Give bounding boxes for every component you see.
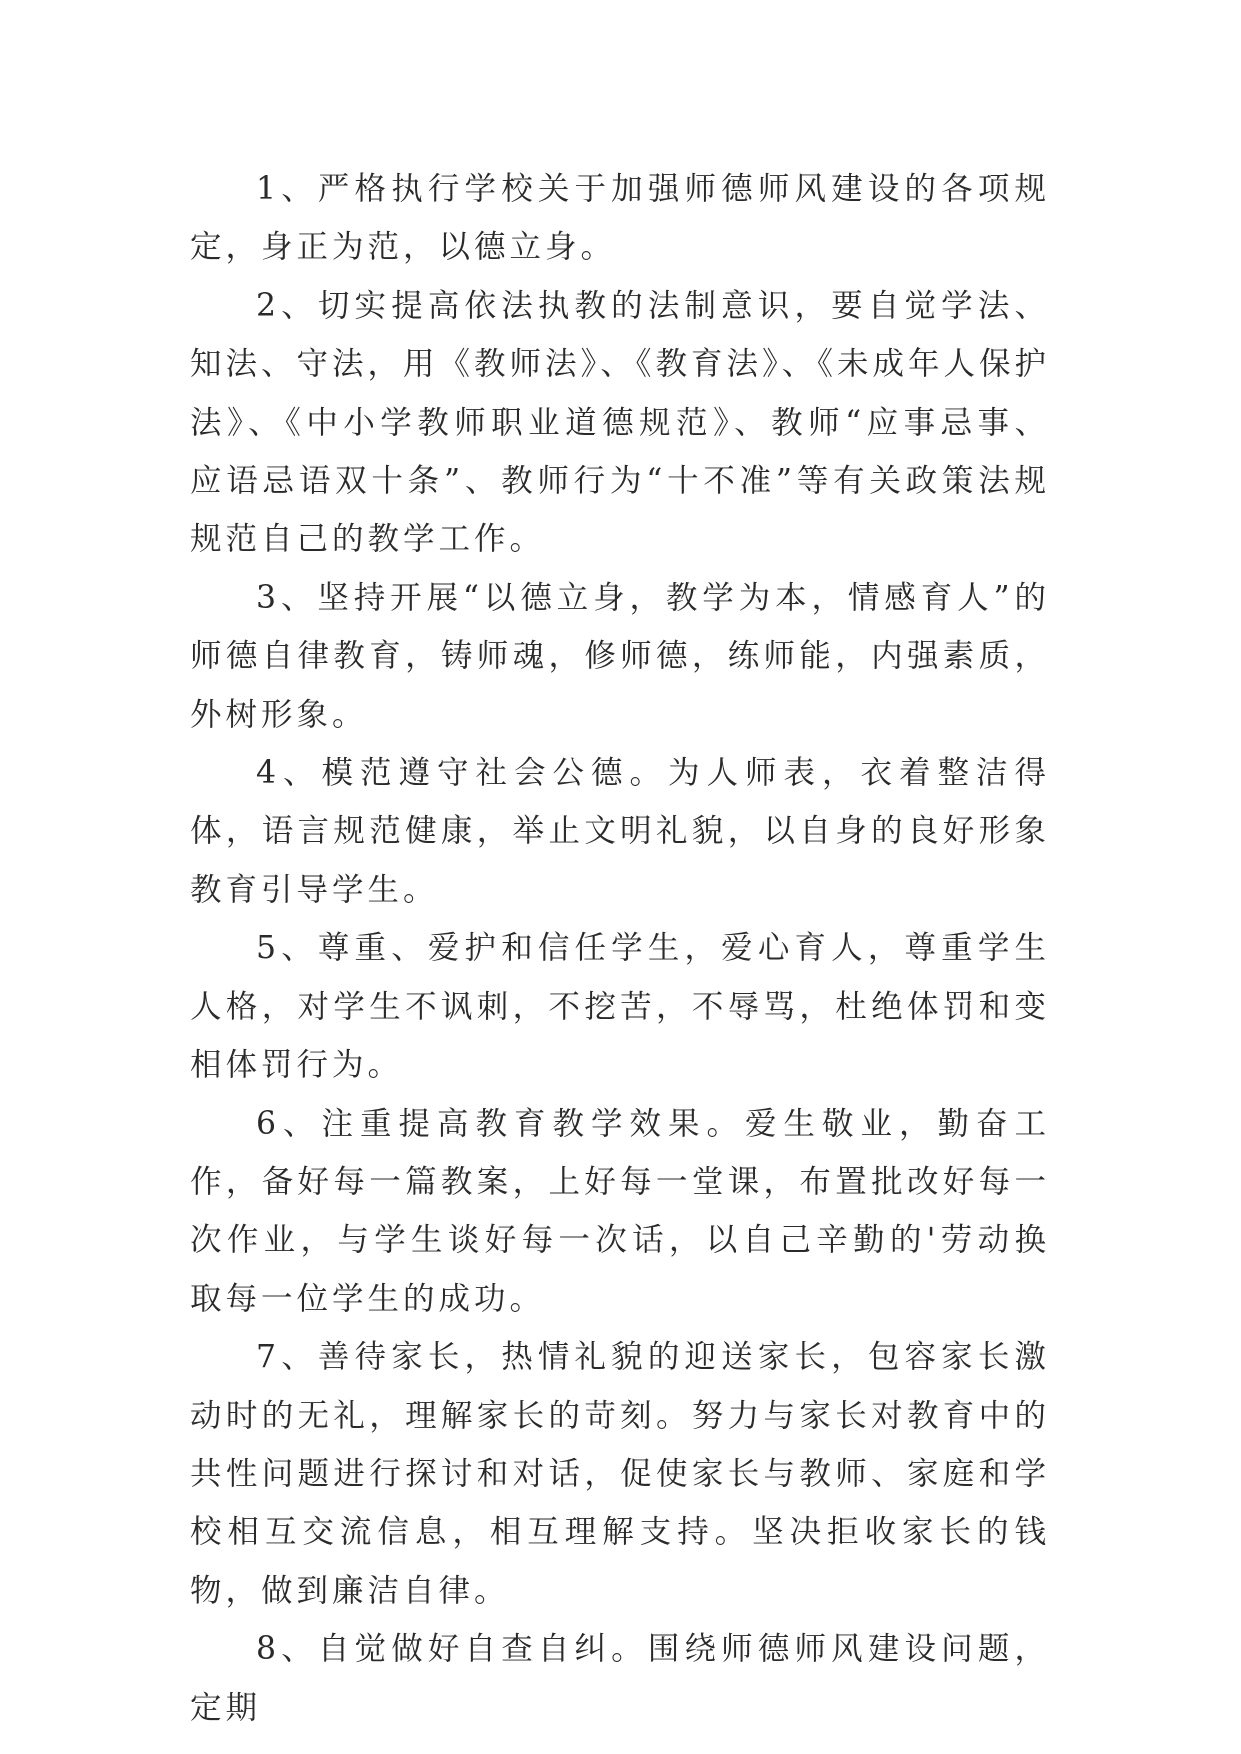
paragraph-3: 3、坚持开展“以德立身，教学为本，情感育人”的师德自律教育，铸师魂，修师德，练师能，内强素质，外树形象。	[190, 579, 1050, 733]
paragraph-2: 2、切实提高依法执教的法制意识，要自觉学法、知法、守法，用《教师法》、《教育法》、《未成年人保护法》、《中小学教师职业道德规范》、教师“应事忌事、应语忌语双十条”、教师行为“十不准”等有关政策法规规范自己的教学工作。	[190, 287, 1051, 558]
paragraph-1: 1、严格执行学校关于加强师德师风建设的各项规定，身正为范，以德立身。	[190, 171, 1050, 266]
paragraph-5: 5、尊重、爱护和信任学生，爱心育人，尊重学生人格，对学生不讽刺，不挖苦，不辱骂，杜绝体罚和变相体罚行为。	[190, 930, 1050, 1084]
paragraph-6: 6、注重提高教育教学效果。爱生敬业，勤奋工作，备好每一篇教案，上好每一堂课，布置批改好每一次作业，与学生谈好每一次话，以自己辛勤的'劳动换取每一位学生的成功。	[190, 1105, 1050, 1317]
document-body	[190, 160, 1050, 1737]
paragraph-4: 4、模范遵守社会公德。为人师表，衣着整洁得体，语言规范健康，举止文明礼貌，以自身的良好形象教育引导学生。	[190, 755, 1050, 908]
paragraph-8: 8、自觉做好自查自纠。围绕师德师风建设问题，定期	[190, 1631, 1050, 1726]
paragraph-7: 7、善待家长，热情礼貌的迎送家长，包容家长激动时的无礼，理解家长的苛刻。努力与家长对教育中的共性问题进行探讨和对话，促使家长与教师、家庭和学校相互交流信息，相互理解支持。坚决拒收家长的钱物，做到廉洁自律。	[190, 1339, 1050, 1609]
